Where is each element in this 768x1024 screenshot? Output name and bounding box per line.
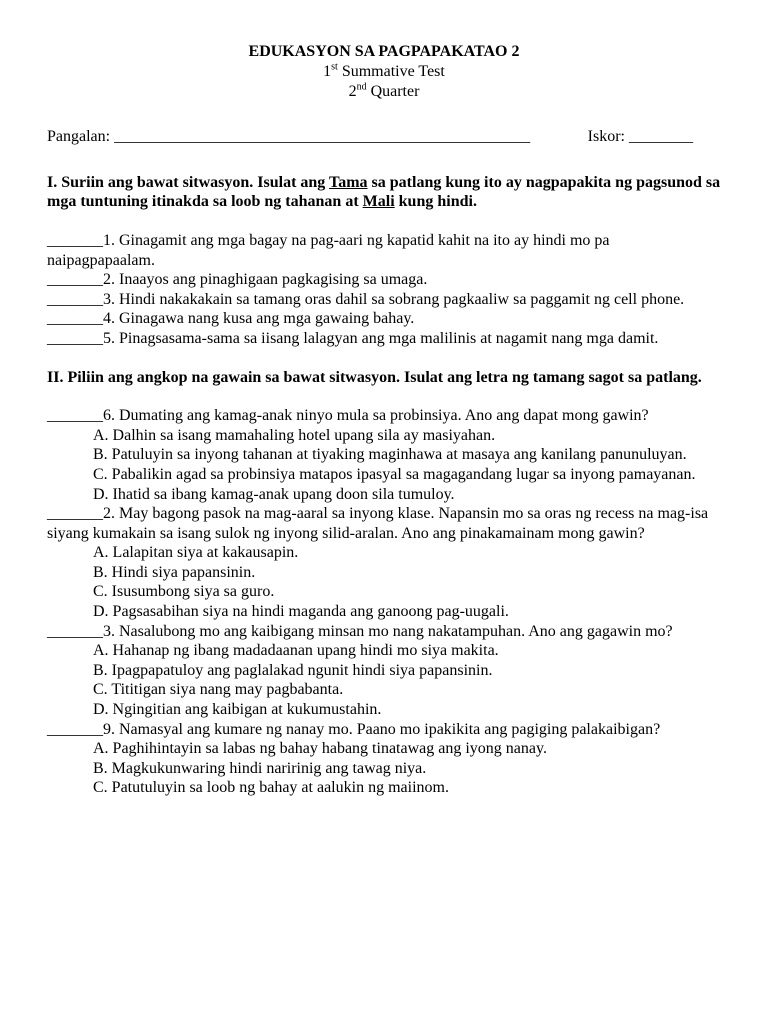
quarter-subtitle bbox=[47, 82, 721, 102]
test-subtitle bbox=[47, 62, 721, 82]
question-item[interactable]: _______3. Nasalubong mo ang kaibigang minsan mo nang nakatampuhan. Ano ang gagawin mo? bbox=[47, 622, 673, 640]
choice-option: C. Isusumbong siya sa guro. bbox=[93, 583, 275, 601]
choice-option: A. Dalhin sa isang mamahaling hotel upang sila ay masiyahan. bbox=[93, 426, 496, 444]
quarter-ordinal: nd bbox=[356, 81, 367, 93]
section-1-text-c: kung hindi. bbox=[394, 193, 477, 211]
choice-option: C. Tititigan siya nang may pagbabanta. bbox=[93, 681, 344, 699]
section-2-instructions: II. Piliin ang angkop na gawain sa bawat sitwasyon. Isulat ang letra ng tamang sagot sa patlang. bbox=[47, 368, 702, 386]
section-1-items bbox=[47, 231, 721, 349]
section-1-text-b: sa patlang kung ito ay nagpapakita ng pagsunod sa mga tuntuning itinakda sa loob ng tahanan at bbox=[47, 173, 721, 211]
question-item[interactable]: _______5. Pinagsasama-sama sa iisang lalagyan ang mga malilinis at nagamit nang mga damit. bbox=[47, 329, 659, 347]
question-item[interactable]: _______6. Dumating ang kamag-anak ninyo mula sa probinsiya. Ano ang dapat mong gawin? bbox=[47, 407, 649, 425]
mali-word: Mali bbox=[362, 193, 395, 211]
choice-option: B. Patuluyin sa inyong tahanan at tiyaking maginhawa at masaya ang kanilang panunuluyan. bbox=[93, 446, 687, 464]
section-1-text-a: I. Suriin ang bawat sitwasyon. Isulat ang bbox=[47, 173, 330, 191]
choice-option: A. Hahanap ng ibang madadaanan upang hindi mo siya makita. bbox=[93, 642, 499, 660]
name-field[interactable]: Pangalan: ____________________________________________________ bbox=[47, 128, 531, 146]
question-item[interactable]: _______2. Inaayos ang pinaghigaan pagkagising sa umaga. bbox=[47, 271, 428, 289]
test-ordinal: st bbox=[331, 61, 338, 73]
question-item[interactable]: _______1. Ginagamit ang mga bagay na pag-aari ng kapatid kahit na ito ay hindi mo pa naipagpapaalam. bbox=[47, 231, 610, 269]
section-1-instructions bbox=[47, 173, 721, 212]
document-title: EDUKASYON SA PAGPAPAKATAO 2 bbox=[248, 43, 520, 60]
choice-option: A. Lalapitan siya at kakausapin. bbox=[93, 544, 299, 562]
choice-option: B. Magkukunwaring hindi naririnig ang tawag niya. bbox=[93, 759, 427, 777]
question-item[interactable]: _______2. May bagong pasok na mag-aaral sa inyong klase. Napansin mo sa oras ng recess na mag-isa siyang kumakain sa isang sulok ng inyong silid-aralan. Ano ang pinakamainam mong gawin? bbox=[47, 505, 709, 542]
choice-option: D. Ihatid sa ibang kamag-anak upang doon sila tumuloy. bbox=[93, 485, 455, 503]
score-field[interactable]: Iskor: ________ bbox=[587, 128, 693, 146]
quarter-label: Quarter bbox=[366, 82, 420, 100]
choice-option: B. Ipagpapatuloy ang paglalakad ngunit hindi siya papansinin. bbox=[93, 661, 493, 679]
question-item[interactable]: _______9. Namasyal ang kumare ng nanay mo. Paano mo ipakikita ang pagiging palakaibigan? bbox=[47, 720, 661, 738]
question-item[interactable]: _______3. Hindi nakakakain sa tamang oras dahil sa sobrang pagkaaliw sa paggamit ng cell phone. bbox=[47, 290, 685, 308]
choice-option: D. Ngingitian ang kaibigan at kukumustahin. bbox=[93, 701, 382, 719]
section-2-items bbox=[47, 406, 721, 798]
test-number: 1 bbox=[323, 63, 332, 80]
tama-word: Tama bbox=[329, 173, 368, 191]
choice-option: C. Patutuluyin sa loob ng bahay at aalukin ng maiinom. bbox=[93, 779, 449, 797]
choice-option: A. Paghihintayin sa labas ng bahay habang tinatawag ang iyong nanay. bbox=[93, 740, 547, 758]
choice-option: B. Hindi siya papansinin. bbox=[93, 563, 256, 581]
choice-option: D. Pagsasabihan siya na hindi maganda ang ganoong pag-uugali. bbox=[93, 603, 509, 621]
choice-option: C. Pabalikin agad sa probinsiya matapos ipasyal sa magagandang lugar sa inyong pamayanan. bbox=[93, 465, 696, 483]
test-label: Summative Test bbox=[337, 63, 445, 80]
student-info-row bbox=[47, 127, 721, 147]
quarter-number: 2 bbox=[348, 82, 357, 100]
question-item[interactable]: _______4. Ginagawa nang kusa ang mga gawaing bahay. bbox=[47, 310, 415, 328]
